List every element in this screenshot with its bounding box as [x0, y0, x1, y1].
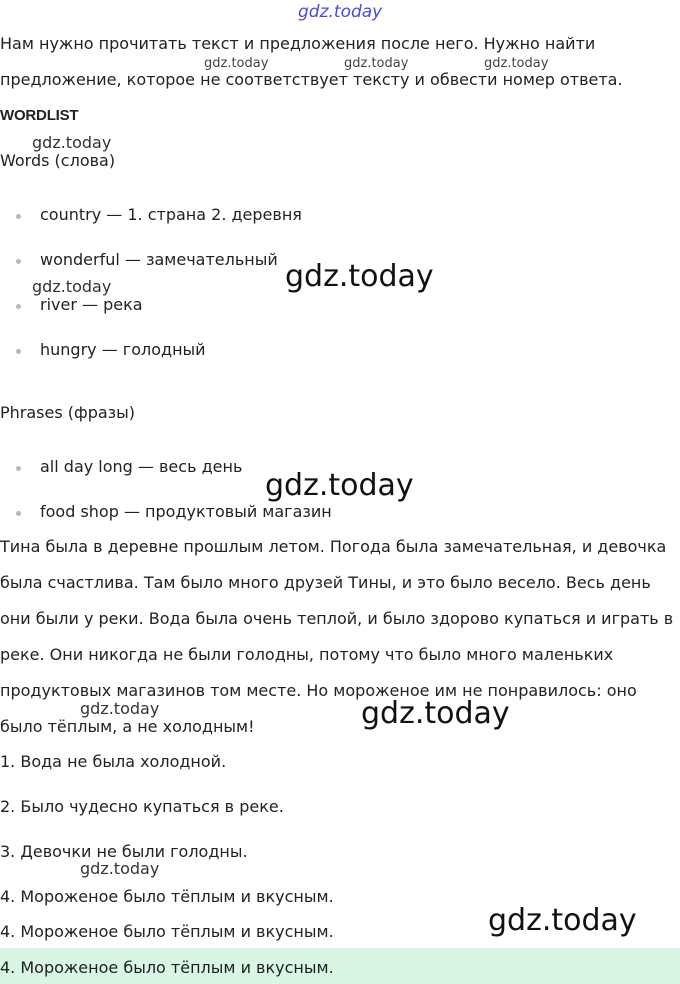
- instruction-line-2: предложение, которое не соответствует тексту и обвести номер ответа.: [0, 70, 623, 89]
- statement-item: 4. Мороженое было тёплым и вкусным.: [0, 922, 334, 941]
- word-entry: river — река: [40, 295, 143, 314]
- instruction-line-1: Нам нужно прочитать текст и предложения после него. Нужно найти: [0, 34, 596, 53]
- watermark: gdz.today: [488, 903, 637, 938]
- translation-line: продуктовых магазинов том месте. Но мороженое им не понравилось: оно: [0, 681, 637, 700]
- words-label: Words (слова): [0, 151, 116, 170]
- watermark: gdz.today: [32, 277, 112, 296]
- translation-line: Тина была в деревне прошлым летом. Погода была замечательная, и девочка: [0, 537, 667, 556]
- watermark: gdz.today: [265, 468, 414, 503]
- bullet-icon: [16, 214, 21, 219]
- statement-item: 1. Вода не была холодной.: [0, 752, 227, 771]
- watermark: gdz.today: [298, 2, 383, 22]
- bullet-icon: [16, 349, 21, 354]
- phrase-entry: all day long — весь день: [40, 457, 243, 476]
- word-entry: hungry — голодный: [40, 340, 206, 359]
- bullet-icon: [16, 259, 21, 264]
- watermark: gdz.today: [285, 259, 434, 294]
- statement-item: 3. Девочки не были голодны.: [0, 842, 248, 861]
- bullet-icon: [16, 511, 21, 516]
- translation-line: они были у реки. Вода была очень теплой, и было здорово купаться и играть в: [0, 609, 674, 628]
- translation-line: было тёплым, а не холодным!: [0, 717, 255, 736]
- bullet-icon: [16, 304, 21, 309]
- watermark: gdz.today: [204, 56, 269, 71]
- word-entry: country — 1. страна 2. деревня: [40, 205, 302, 224]
- watermark: gdz.today: [32, 133, 112, 152]
- watermark: gdz.today: [484, 56, 549, 71]
- watermark: gdz.today: [361, 696, 510, 731]
- word-entry: wonderful — замечательный: [40, 250, 278, 269]
- translation-line: была счастлива. Там было много друзей Тины, и это было весело. Весь день: [0, 573, 651, 592]
- translation-line: реке. Они никогда не были голодны, потому что было много маленьких: [0, 645, 614, 664]
- watermark: gdz.today: [344, 56, 409, 71]
- phrase-entry: food shop — продуктовый магазин: [40, 502, 332, 521]
- watermark: gdz.today: [80, 699, 160, 718]
- wordlist-heading: WORDLIST: [0, 107, 79, 124]
- statement-item: 4. Мороженое было тёплым и вкусным.: [0, 887, 334, 906]
- bullet-icon: [16, 466, 21, 471]
- statement-item: 2. Было чудесно купаться в реке.: [0, 797, 284, 816]
- answer-text: 4. Мороженое было тёплым и вкусным.: [0, 958, 334, 977]
- watermark: gdz.today: [80, 859, 160, 878]
- phrases-label: Phrases (фразы): [0, 403, 136, 422]
